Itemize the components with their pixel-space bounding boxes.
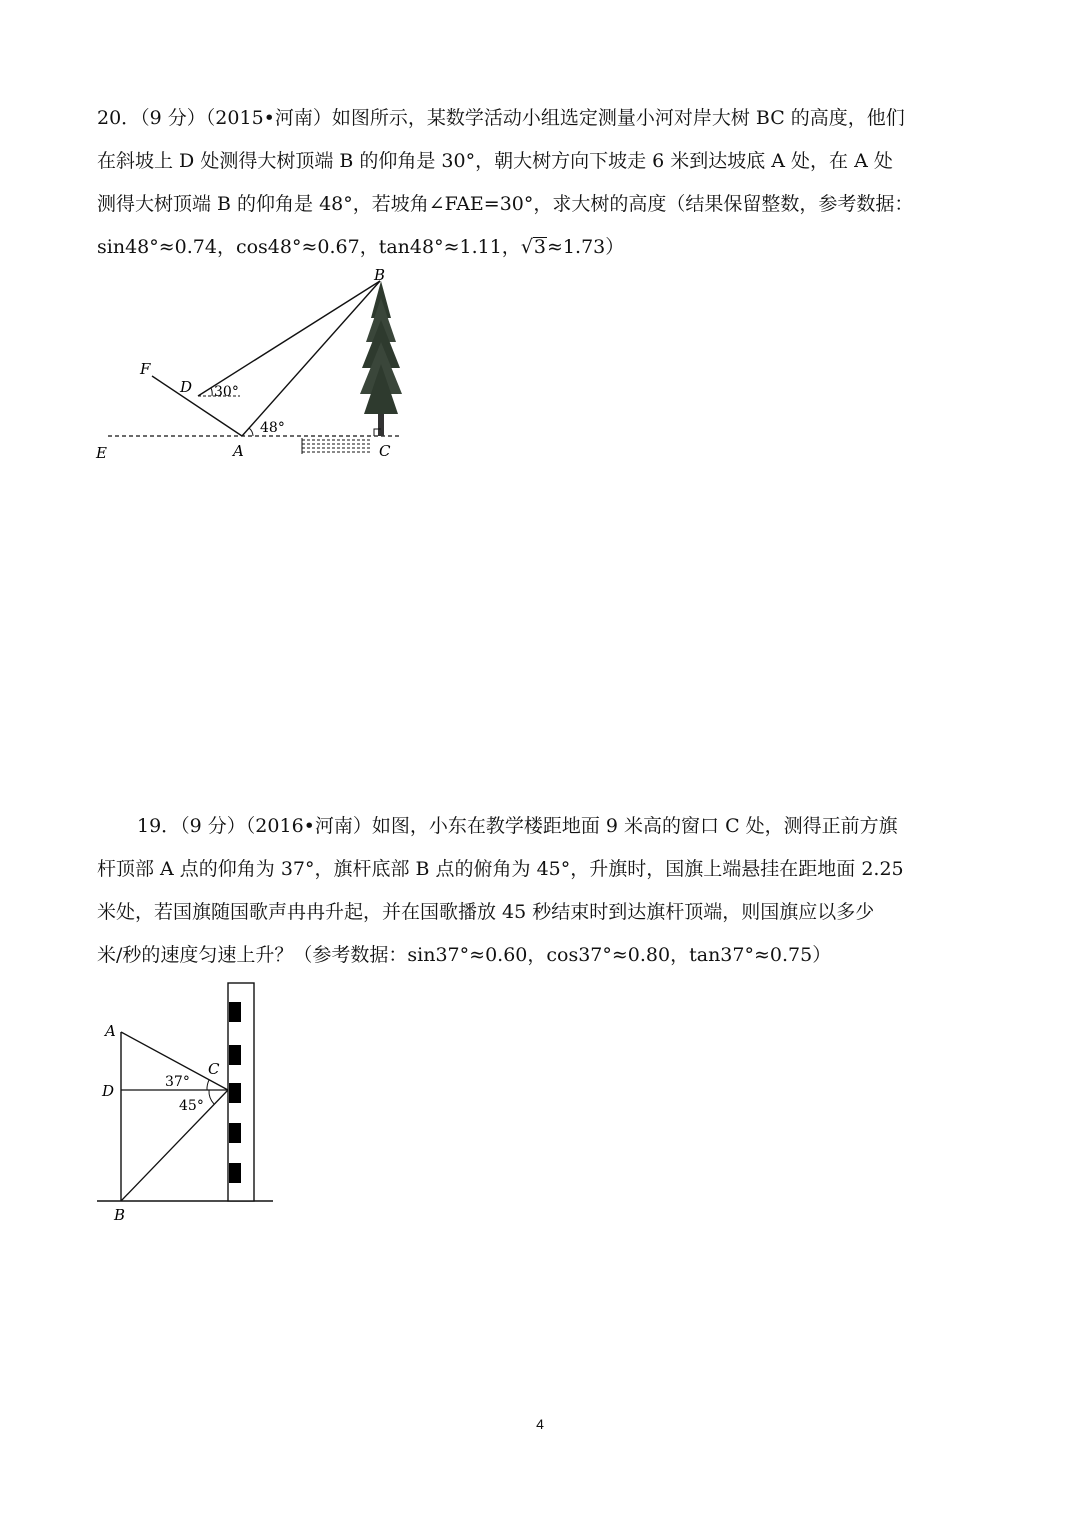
q20-line-2: 在斜坡上 D 处测得大树顶端 B 的仰角是 30°，朝大树方向下坡走 6 米到达坡底 A 处，在 A 处	[97, 150, 893, 172]
angle-label-37: 37°	[165, 1074, 190, 1090]
angle-arc-30	[211, 388, 212, 396]
label-D: D	[180, 378, 193, 396]
label-C: C	[208, 1060, 220, 1078]
sqrt-radicand: 3	[533, 236, 547, 258]
q20-data-text: sin48°≈0.74，cos48°≈0.67，tan48°≈1.11，	[97, 236, 521, 258]
question-19	[97, 805, 987, 977]
label-A: A	[233, 442, 244, 460]
sight-line-AB	[242, 281, 380, 436]
q19-figure	[95, 980, 285, 1230]
sqrt-symbol	[521, 226, 547, 269]
question-20	[97, 97, 987, 269]
q20-data-tail: ≈1.73）	[547, 236, 625, 258]
q20-figure	[90, 268, 420, 468]
label-C: C	[379, 442, 391, 460]
angle-label-30: 30°	[214, 384, 239, 400]
q20-line-3: 测得大树顶端 B 的仰角是 48°，若坡角∠FAE=30°，求大树的高度（结果保留整数，参考数据：	[97, 193, 914, 215]
river-hatch	[302, 438, 372, 454]
angle-label-45: 45°	[179, 1098, 204, 1114]
page-number: 4	[536, 1416, 544, 1432]
label-B: B	[114, 1206, 126, 1224]
sqrt-sign: √	[520, 236, 533, 258]
tree-icon	[360, 281, 402, 436]
q19-line-1: 19．（9 分）（2016•河南）如图，小东在教学楼距地面 9 米高的窗口 C 处，测得正前方旗	[137, 815, 898, 837]
angle-arc-48	[249, 428, 253, 436]
q20-line-1: 20．（9 分）（2015•河南）如图所示，某数学活动小组选定测量小河对岸大树 BC 的高度，他们	[97, 107, 905, 129]
q20-line-4	[97, 226, 987, 269]
label-E: E	[96, 444, 107, 462]
label-A: A	[105, 1022, 116, 1040]
angle-arc-37	[207, 1080, 209, 1090]
sight-line-DB	[198, 281, 380, 396]
q19-line-3: 米处，若国旗随国歌声冉冉升起，并在国歌播放 45 秒结束时到达旗杆顶端，则国旗应以多少	[97, 901, 875, 923]
q19-line-2: 杆顶部 A 点的仰角为 37°，旗杆底部 B 点的俯角为 45°，升旗时，国旗上端悬挂在距地面 2.25	[97, 858, 904, 880]
angle-arc-45	[209, 1090, 214, 1104]
label-D: D	[102, 1082, 115, 1100]
q19-line-4: 米/秒的速度匀速上升？（参考数据：sin37°≈0.60，cos37°≈0.80，tan37°≈0.75）	[97, 944, 832, 966]
label-F: F	[140, 360, 151, 378]
line-CB	[121, 1090, 228, 1201]
label-B: B	[374, 268, 386, 284]
angle-label-48: 48°	[260, 420, 285, 436]
